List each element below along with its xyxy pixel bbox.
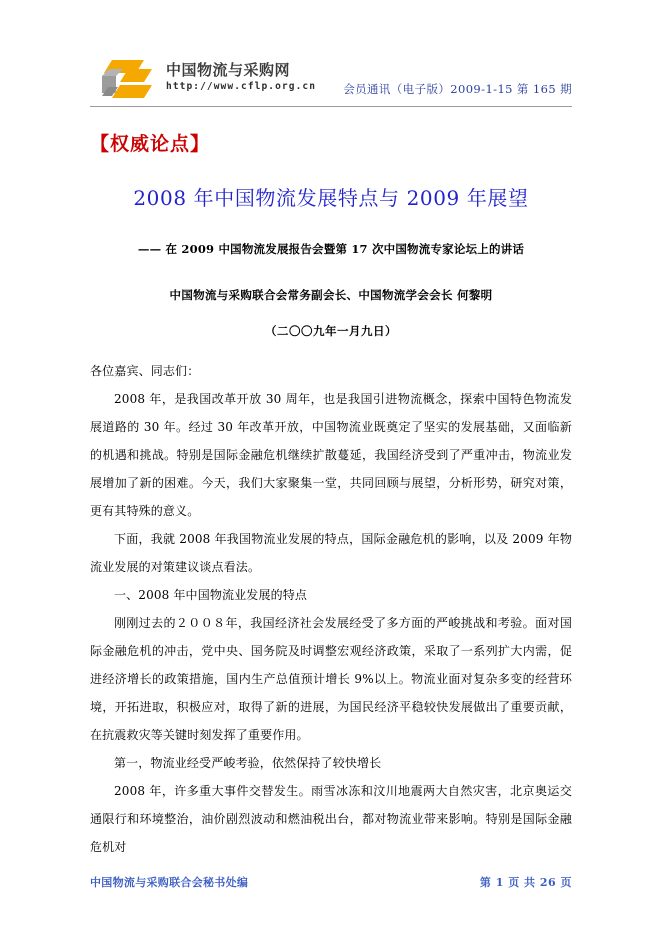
document-date: （二〇〇九年一月九日） [265,324,397,338]
paragraph-4: 2008 年，许多重大事件交替发生。雨雪冰冻和汶川地震两大自然灾害，北京奥运交通限行和环境整治，油价剧烈波动和燃油税出台，都对物流业带来影响。特别是国际金融危机对 [90,784,572,854]
section-heading-2: 第一，物流业经受严峻考验，依然保持了较快增长 [114,756,382,770]
document-author: 中国物流与采购联合会常务副会长、中国物流学会会长 何黎明 [169,288,493,302]
paragraph-2: 下面，我就 2008 年我国物流业发展的特点，国际金融危机的影响，以及 2009 年物流业发展的对策建议谈点看法。 [90,532,572,574]
page-number: 第 1 页 共 26 页 [479,876,572,889]
section-tag: 【权威论点】 [90,133,211,155]
section-heading-1: 一、2008 年中国物流业发展的特点 [114,588,308,602]
page-header [90,0,572,100]
brand-url[interactable]: http://www.cflp.org.cn [166,80,317,92]
header-divider [90,106,572,107]
page-footer [90,874,572,890]
brand-text [166,62,316,94]
brand-name-cn: 中国物流与采购网 [166,61,291,80]
paragraph-salutation: 各位嘉宾、同志们： [90,364,200,378]
document-body [90,357,572,861]
footer-publisher: 中国物流与采购联合会秘书处编 [90,876,249,889]
site-brand [100,56,316,100]
paragraph-1: 2008 年，是我国改革开放 30 周年，也是我国引进物流概念，探索中国特色物流发展道路的 30 年。经过 30 年改革开放，中国物流业既奠定了坚实的发展基础，又面临新的机遇和挑战。特别是国际金融危机继续扩散蔓延，我国经济受到了严重冲击，物流业发展增加了新的困难。今天，我们大家聚集一堂，共同回顾与展望，分析形势，研究对策，更有其特殊的意义。 [90,392,572,518]
paragraph-3: 刚刚过去的２００８年，我国经济社会发展经受了多方面的严峻挑战和考验。面对国际金融危机的冲击，党中央、国务院及时调整宏观经济政策，采取了一系列扩大内需，促进经济增长的政策措施，国内生产总值预计增长 9%以上。物流业面对复杂多变的经营环境，开拓进取，积极应对，取得了新的进展，为国民经济平稳较快发展做出了重要贡献，在抗震救灾等关键时刻发挥了重要作用。 [90,616,572,742]
issue-info: 会员通讯（电子版）2009-1-15 第 165 期 [343,82,572,96]
page-title: 2008 年中国物流发展特点与 2009 年展望 [133,186,529,210]
document-subtitle: —— 在 2009 中国物流发展报告会暨第 17 次中国物流专家论坛上的讲话 [137,242,525,256]
cflp-logo-icon [100,56,160,100]
